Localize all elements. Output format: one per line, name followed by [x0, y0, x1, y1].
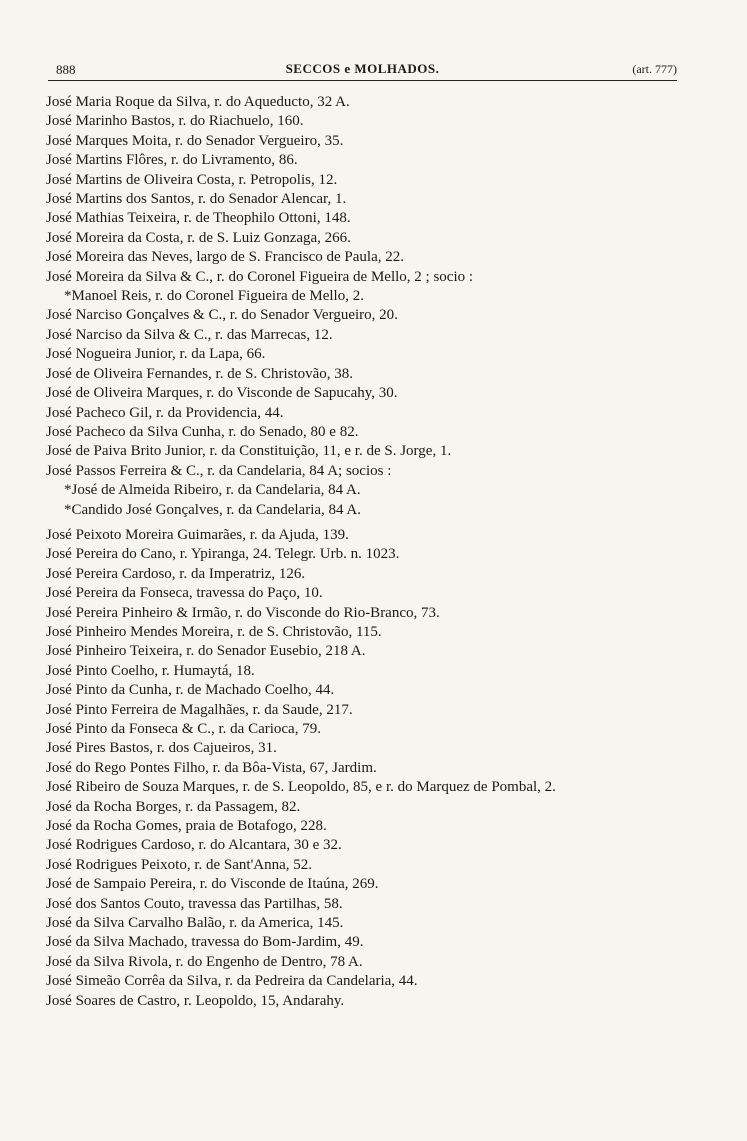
- list-item: José dos Santos Couto, travessa das Partilhas, 58.: [46, 895, 343, 912]
- list-item: José do Rego Pontes Filho, r. da Bôa-Vista, 67, Jardim.: [46, 759, 377, 776]
- list-item: José Marinho Bastos, r. do Riachuelo, 160.: [46, 113, 304, 130]
- list-item: José Pires Bastos, r. dos Cajueiros, 31.: [46, 740, 277, 757]
- list-item: José Pereira da Fonseca, travessa do Paço, 10.: [46, 585, 323, 602]
- list-item: José Pereira Cardoso, r. da Imperatriz, 126.: [46, 565, 306, 582]
- list-item: José de Oliveira Marques, r. do Visconde de Sapucahy, 30.: [46, 385, 398, 402]
- list-item: José Rodrigues Peixoto, r. de Sant'Anna, 52.: [46, 856, 313, 873]
- list-item: José da Silva Machado, travessa do Bom-Jardim, 49.: [46, 934, 364, 951]
- list-item: José Soares de Castro, r. Leopoldo, 15, Andarahy.: [46, 992, 345, 1009]
- article-reference: (art. 777): [632, 62, 677, 76]
- list-item: José Pacheco da Silva Cunha, r. do Senado, 80 e 82.: [46, 423, 359, 440]
- list-item: José de Paiva Brito Junior, r. da Constituição, 11, e r. de S. Jorge, 1.: [46, 443, 452, 460]
- page-header: [48, 60, 677, 80]
- list-item: José Passos Ferreira & C., r. da Candelaria, 84 A; socios :: [46, 462, 392, 479]
- page-title: SECCOS e MOLHADOS.: [285, 61, 440, 76]
- list-item: José Pereira Pinheiro & Irmão, r. do Visconde do Rio-Branco, 73.: [46, 604, 440, 621]
- list-item: José Nogueira Junior, r. da Lapa, 66.: [46, 346, 266, 363]
- list-item: José Marques Moita, r. do Senador Vergueiro, 35.: [46, 132, 344, 149]
- page-number: 888: [56, 62, 76, 77]
- header-rule: [48, 80, 677, 81]
- list-item: José da Silva Rivola, r. do Engenho de Dentro, 78 A.: [46, 953, 363, 970]
- list-item: José de Oliveira Fernandes, r. de S. Christovão, 38.: [46, 365, 354, 382]
- entry-list: [46, 93, 686, 1011]
- list-item: José Pinheiro Mendes Moreira, r. de S. Christovão, 115.: [46, 623, 382, 640]
- partner-item: *José de Almeida Ribeiro, r. da Candelaria, 84 A.: [64, 482, 361, 499]
- partner-item: *Manoel Reis, r. do Coronel Figueira de Mello, 2.: [64, 288, 364, 305]
- list-item: José Pinto Ferreira de Magalhães, r. da Saude, 217.: [46, 701, 353, 718]
- list-item: José Ribeiro de Souza Marques, r. de S. Leopoldo, 85, e r. do Marquez de Pombal, 2.: [46, 779, 556, 796]
- list-item: José Martins de Oliveira Costa, r. Petropolis, 12.: [46, 171, 338, 188]
- list-item: José da Rocha Gomes, praia de Botafogo, 228.: [46, 818, 327, 835]
- list-item: José Moreira da Silva & C., r. do Coronel Figueira de Mello, 2 ; socio :: [46, 268, 474, 285]
- list-item: José Moreira das Neves, largo de S. Francisco de Paula, 22.: [46, 249, 404, 266]
- list-item: José de Sampaio Pereira, r. do Visconde de Itaúna, 269.: [46, 876, 379, 893]
- list-item: José Pinheiro Teixeira, r. do Senador Eusebio, 218 A.: [46, 643, 366, 660]
- list-item: José Rodrigues Cardoso, r. do Alcantara, 30 e 32.: [46, 837, 342, 854]
- list-item: José da Silva Carvalho Balão, r. da America, 145.: [46, 915, 344, 932]
- list-item: José Martins dos Santos, r. do Senador Alencar, 1.: [46, 191, 347, 208]
- list-item: José Pacheco Gil, r. da Providencia, 44.: [46, 404, 284, 421]
- list-item: José Simeão Corrêa da Silva, r. da Pedreira da Candelaria, 44.: [46, 973, 418, 990]
- list-item: José Narciso da Silva & C., r. das Marrecas, 12.: [46, 326, 333, 343]
- list-item: José Mathias Teixeira, r. de Theophilo Ottoni, 148.: [46, 210, 351, 227]
- partner-item: *Candido José Gonçalves, r. da Candelaria, 84 A.: [64, 501, 362, 518]
- list-item: José Pinto da Fonseca & C., r. da Carioca, 79.: [46, 721, 321, 737]
- list-item: José Pinto da Cunha, r. de Machado Coelho, 44.: [46, 682, 335, 699]
- list-item: José Maria Roque da Silva, r. do Aqueducto, 32 A.: [46, 94, 350, 110]
- list-item: José Moreira da Costa, r. de S. Luiz Gonzaga, 266.: [46, 229, 351, 246]
- list-item: José Narciso Gonçalves & C., r. do Senador Vergueiro, 20.: [46, 307, 398, 324]
- list-item: José Peixoto Moreira Guimarães, r. da Ajuda, 139.: [46, 526, 349, 543]
- list-item: José da Rocha Borges, r. da Passagem, 82.: [46, 798, 301, 815]
- list-item: José Pinto Coelho, r. Humaytá, 18.: [46, 662, 255, 679]
- list-item: José Pereira do Cano, r. Ypiranga, 24. Telegr. Urb. n. 1023.: [46, 546, 400, 563]
- list-item: José Martins Flôres, r. do Livramento, 86.: [46, 152, 298, 169]
